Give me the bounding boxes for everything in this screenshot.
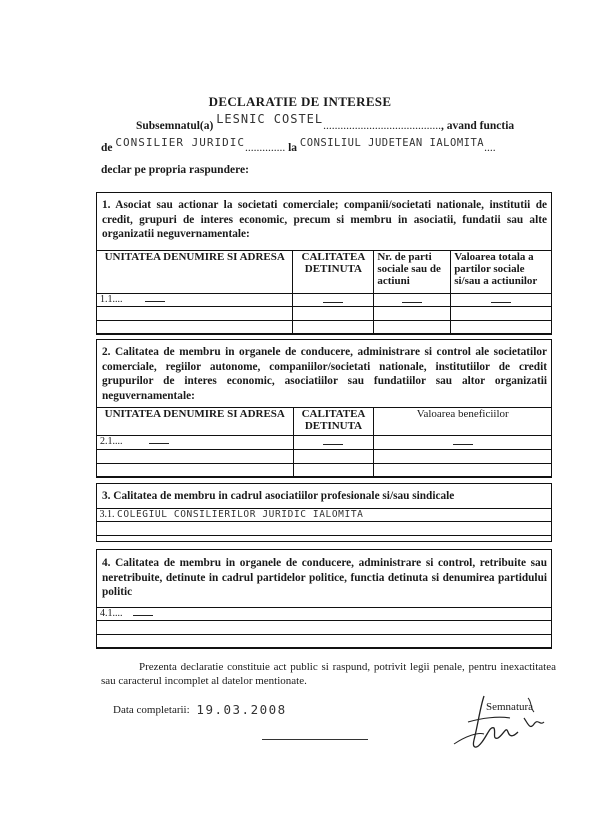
table-row	[97, 621, 552, 635]
date-label: Data completarii:	[113, 704, 190, 716]
section-4	[96, 549, 552, 648]
table-row	[97, 608, 552, 621]
section-4-table	[96, 607, 552, 649]
de-label: de	[101, 142, 113, 154]
row-prefix: 4.1....	[100, 608, 123, 619]
table-row	[97, 464, 552, 478]
column-header-valoarea-beneficiilor: Valoarea beneficiilor	[374, 408, 552, 436]
subsemnatul-line	[136, 112, 515, 132]
table-cell[interactable]	[97, 321, 293, 335]
avand-functia-label: , avand functia	[441, 120, 515, 132]
table-cell[interactable]	[97, 450, 294, 464]
table-cell[interactable]	[97, 621, 552, 635]
table-cell[interactable]	[374, 464, 552, 478]
table-cell[interactable]	[293, 450, 374, 464]
functie-value[interactable]: CONSILIER JURIDIC	[115, 136, 245, 149]
subsemnatul-label: Subsemnatul(a)	[136, 120, 214, 132]
date-line	[113, 701, 287, 716]
declarant-name[interactable]: LESNIC COSTEL	[216, 112, 324, 126]
signature-label: Semnatura	[486, 701, 534, 713]
table-row	[97, 450, 552, 464]
table-cell[interactable]	[97, 436, 294, 450]
table-cell[interactable]	[451, 294, 552, 307]
footer-statement: Prezenta declaratie constituie act public si raspund, potrivit legii penale, pentru inexactitatea sau caracterul incomplet al datelor mentionate.	[101, 661, 556, 687]
column-header-calitatea: CALITATEA DETINUTA	[293, 251, 374, 294]
table-row	[97, 436, 552, 450]
date-value[interactable]: 19.03.2008	[196, 702, 287, 717]
dotted-leader: .........................................	[323, 120, 441, 132]
row-prefix: 2.1....	[100, 436, 123, 447]
table-cell[interactable]	[97, 294, 293, 307]
table-cell[interactable]	[374, 450, 552, 464]
table-row	[97, 294, 552, 307]
table-cell[interactable]	[97, 522, 552, 536]
table-cell[interactable]	[97, 635, 552, 649]
row-prefix: 1.1....	[100, 294, 123, 305]
column-header-unitatea: UNITATEA DENUMIRE SI ADRESA	[97, 251, 293, 294]
table-cell[interactable]	[293, 307, 374, 321]
table-row	[97, 321, 552, 335]
table-row	[97, 522, 552, 536]
declar-line: declar pe propria raspundere:	[101, 164, 249, 176]
table-cell[interactable]	[374, 294, 451, 307]
table-row	[97, 635, 552, 649]
table-cell[interactable]	[97, 608, 552, 621]
table-cell[interactable]	[451, 307, 552, 321]
table-cell[interactable]	[293, 436, 374, 450]
column-header-unitatea: UNITATEA DENUMIRE SI ADRESA	[97, 408, 294, 436]
section-2-text: 2. Calitatea de membru in organele de conducere, administrare si control ale societatilor comerciale, regiilor autonome, companiilor/societati nationale, institutiilor de credit grupurilor de interes economic, asociatiilor sau fundatiilor sau altor organizatii neguvernamentale:	[102, 346, 547, 402]
section-1-text: 1. Asociat sau actionar la societati comerciale; companii/societati nationale, institutii de credit, grupuri de interes economic, precum si membru in asociatii, fundatii sau alte organizatii neguvernamentale:	[102, 199, 547, 240]
signature-mark	[448, 688, 553, 758]
table-cell[interactable]	[97, 307, 293, 321]
column-header-nr-parti: Nr. de parti sociale sau de actiuni	[374, 251, 451, 294]
table-cell[interactable]	[374, 436, 552, 450]
section-3-table	[96, 508, 552, 536]
asociatie-value[interactable]: COLEGIUL CONSILIERILOR JURIDIC IALOMITA	[117, 509, 364, 520]
table-row	[97, 509, 552, 522]
section-3	[96, 483, 552, 542]
table-cell[interactable]	[293, 321, 374, 335]
section-2-table	[96, 407, 552, 478]
institutie-value[interactable]: CONSILIUL JUDETEAN IALOMITA	[299, 137, 485, 149]
dotted-leader: ..............	[244, 142, 286, 154]
column-header-valoarea: Valoarea totala a partilor sociale si/sau a actiunilor	[451, 251, 552, 294]
la-label: la	[288, 142, 298, 154]
section-2	[96, 339, 552, 477]
table-cell[interactable]	[451, 321, 552, 335]
table-cell[interactable]	[293, 464, 374, 478]
document-title: DECLARATIE DE INTERESE	[208, 94, 392, 109]
dotted-leader: ....	[484, 142, 496, 154]
table-row	[97, 307, 552, 321]
section-3-text: 3. Calitatea de membru in cadrul asociatiilor profesionale si/sau sindicale	[102, 490, 455, 502]
table-cell[interactable]	[374, 321, 451, 335]
table-cell[interactable]	[374, 307, 451, 321]
date-underline	[262, 739, 368, 740]
section-4-text: 4. Calitatea de membru in organele de conducere, administrare si control, retribuite sau neretribuite, detinute in cadrul partidelor politice, functia detinuta si denumirea partidului politic	[102, 557, 547, 598]
table-cell[interactable]	[293, 294, 374, 307]
row-prefix: 3.1.	[99, 509, 115, 520]
section-1-table	[96, 250, 552, 335]
functie-line	[101, 136, 496, 154]
section-1	[96, 192, 552, 334]
column-header-calitatea: CALITATEA DETINUTA	[293, 408, 374, 436]
table-cell[interactable]	[97, 464, 294, 478]
table-cell[interactable]	[97, 509, 552, 522]
